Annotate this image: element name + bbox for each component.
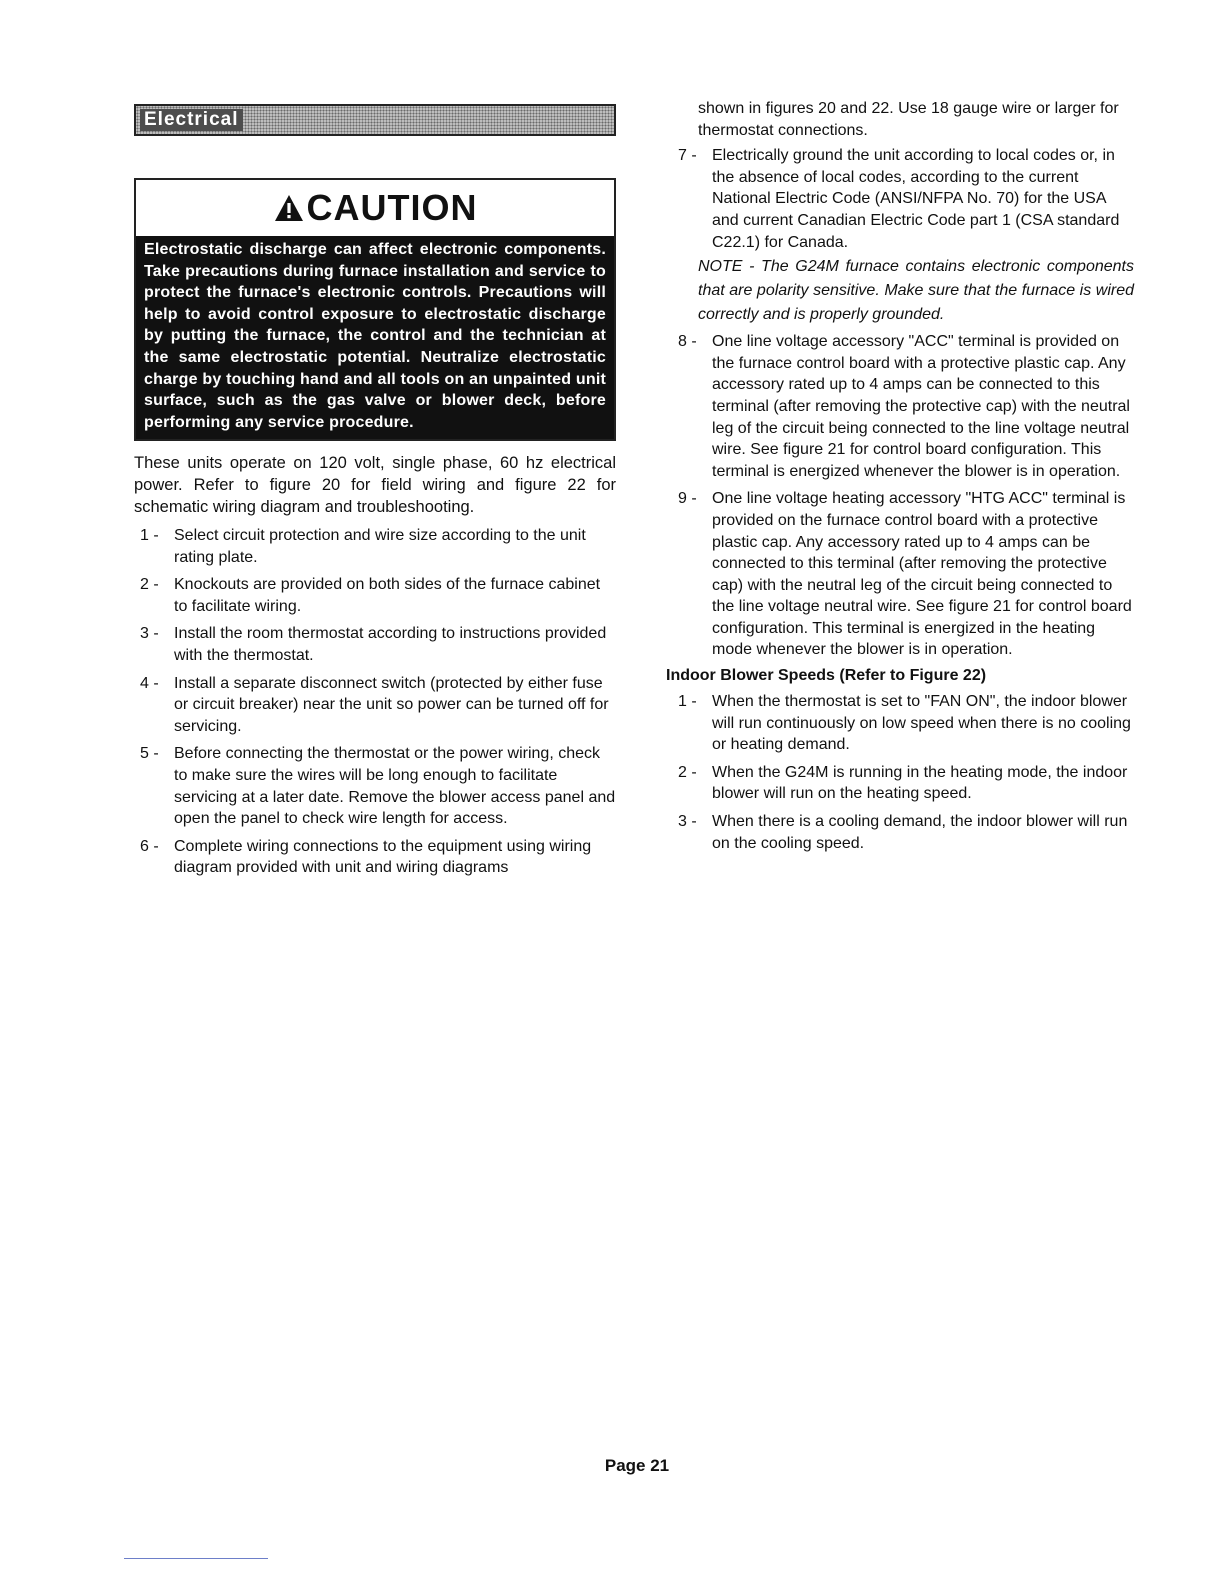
- footer-rule: [124, 1558, 268, 1559]
- step-number: 6 -: [140, 837, 159, 855]
- caution-title: CAUTION: [306, 187, 478, 228]
- step-text: One line voltage accessory "ACC" terminal is provided on the furnace control board with a protective plastic cap. Any accessory rated up to 4 amps can be connected to this terminal (after removing the protective cap) with the neutral leg of the circuit being connected to the line voltage neutral wire. See figure 21 for control board configuration. This terminal is energized whenever the blower is in operation.: [712, 333, 1130, 480]
- step-number: 1 -: [678, 693, 697, 711]
- list-item: [134, 623, 616, 666]
- step-number: 2 -: [678, 763, 697, 781]
- list-item: [672, 145, 1134, 253]
- step-6-continued: shown in figures 20 and 22. Use 18 gauge wire or larger for thermostat connections.: [698, 100, 1119, 139]
- intro-paragraph: These units operate on 120 volt, single phase, 60 hz electrical power. Refer to figure 20 for field wiring and figure 22 for schematic wiring diagram and troubleshooting.: [134, 454, 616, 517]
- list-item: [134, 836, 616, 879]
- blower-speeds-heading: Indoor Blower Speeds (Refer to Figure 22): [666, 667, 987, 685]
- list-item: [672, 691, 1134, 756]
- step-text: Install the room thermostat according to instructions provided with the thermostat.: [174, 625, 607, 665]
- list-item: [672, 488, 1134, 661]
- page-number: Page 21: [604, 1456, 670, 1475]
- blower-steps-list: [672, 691, 1134, 854]
- section-header: [134, 104, 616, 136]
- list-item: [134, 525, 616, 568]
- step-text: When the G24M is running in the heating mode, the indoor blower will run on the heating speed.: [712, 763, 1128, 803]
- list-item: [134, 574, 616, 617]
- list-item: [134, 673, 616, 738]
- step-number: 7 -: [678, 147, 697, 165]
- list-item: [672, 811, 1134, 854]
- step-number: 3 -: [140, 625, 159, 643]
- step-text: One line voltage heating accessory "HTG ACC" terminal is provided on the furnace control board with a protective plastic cap. Any accessory rated up to 4 amps can be connected to this terminal (after removing the protective cap) with the neutral leg of the circuit being connected to the line voltage neutral wire. See figure 21 for control board configuration. This terminal is energized in the heating mode whenever the blower is in operation.: [712, 490, 1132, 659]
- step-text: Install a separate disconnect switch (protected by either fuse or circuit breaker) near the unit so power can be turned off for servicing.: [174, 674, 609, 735]
- step-number: 9 -: [678, 490, 697, 508]
- step-number: 2 -: [140, 576, 159, 594]
- step-number: 3 -: [678, 813, 697, 831]
- warning-triangle-icon: [273, 193, 305, 223]
- list-item: [672, 331, 1134, 482]
- list-item: [672, 762, 1134, 805]
- step-text: Select circuit protection and wire size according to the unit rating plate.: [174, 527, 586, 566]
- list-item: [134, 743, 616, 829]
- right-column: [666, 98, 1134, 854]
- step-number: 4 -: [140, 674, 159, 692]
- section-title: Electrical: [140, 109, 243, 131]
- caution-heading: [136, 180, 614, 236]
- accessory-steps-list: [672, 331, 1134, 661]
- step-number: 8 -: [678, 333, 697, 351]
- step-text: When there is a cooling demand, the indoor blower will run on the cooling speed.: [712, 813, 1128, 852]
- step-text: Complete wiring connections to the equipment using wiring diagram provided with unit and wiring diagrams: [174, 837, 592, 877]
- polarity-note: NOTE - The G24M furnace contains electronic components that are polarity sensitive. Make sure that the furnace is wired correctly and is properly grounded.: [698, 258, 1134, 324]
- step-text: Before connecting the thermostat or the power wiring, check to make sure the wires will be long enough to facilitate servicing at a later date. Remove the blower access panel and open the panel to check wire length for access.: [174, 745, 616, 828]
- step-text: Electrically ground the unit according to local codes or, in the absence of local codes, according to the current National Electric Code (ANSI/NFPA No. 70) for the USA and current Canadian Electric Code part 1 (CSA standard C22.1) for Canada.: [712, 147, 1120, 251]
- wiring-steps-list: [134, 525, 616, 879]
- caution-text: Electrostatic discharge can affect electronic components. Take precautions during furnace installation and service to protect the furnace's electronic controls. Precautions will help to avoid control exposure to electrostatic discharge by putting the furnace, the control and the technician at the same electrostatic potential. Neutralize electrostatic charge by touching hand and all tools on an unpainted unit surface, such as the gas valve or blower deck, before performing any service procedure.: [136, 236, 614, 439]
- step-number: 5 -: [140, 745, 159, 763]
- step-text: Knockouts are provided on both sides of the furnace cabinet to facilitate wiring.: [174, 576, 601, 615]
- step-text: When the thermostat is set to "FAN ON", the indoor blower will run continuously on low speed when there is no cooling or heating demand.: [712, 693, 1131, 754]
- wiring-steps-list-continued: [672, 145, 1134, 253]
- step-number: 1 -: [140, 527, 159, 545]
- caution-box: [134, 178, 616, 441]
- left-column: [134, 104, 616, 879]
